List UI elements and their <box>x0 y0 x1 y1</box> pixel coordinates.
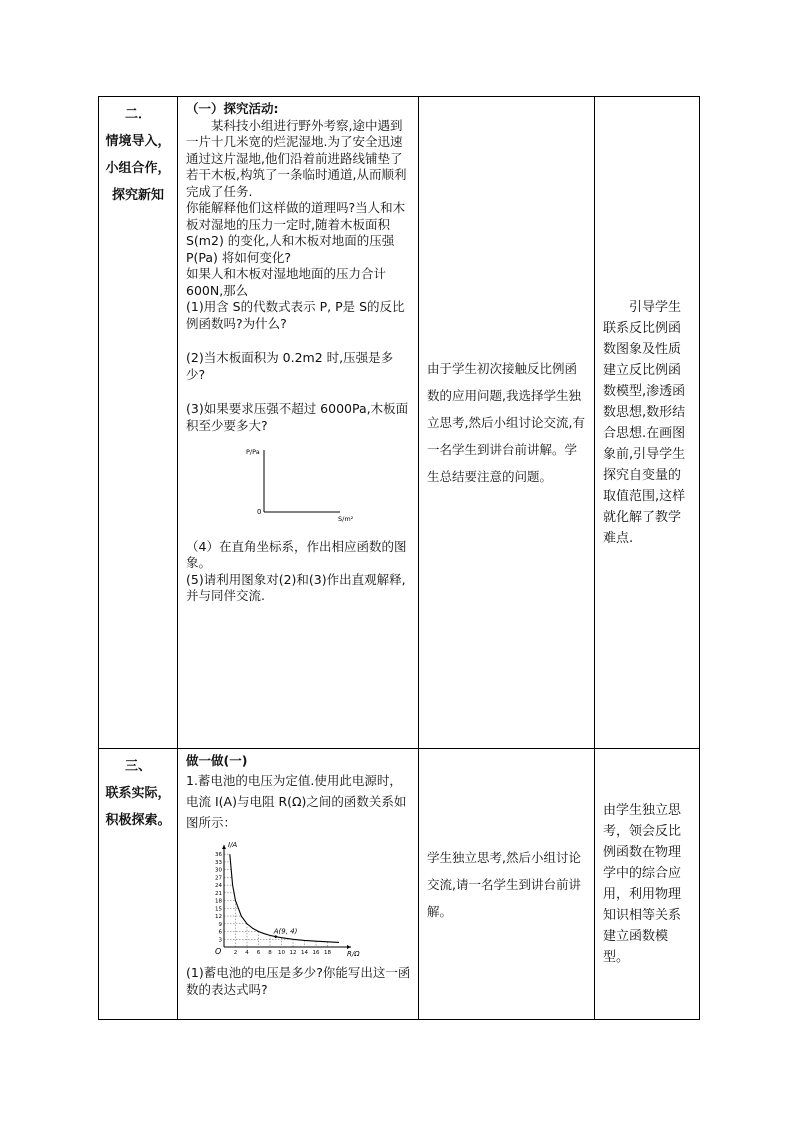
question-1: (1)蓄电池的电压是多少?你能写出这一函数的表达式吗? <box>186 965 411 997</box>
x-tick-label: 6 <box>256 949 261 956</box>
data-label-a: A(9, 4) <box>273 927 298 936</box>
stage-line: 情境导入， <box>105 134 171 149</box>
y-tick-label: 3 <box>218 936 222 943</box>
current-resistance-chart <box>204 839 412 966</box>
stage-line: 探究新知 <box>111 188 164 203</box>
question-5: (5)请利用图象对(2)和(3)作出直观解释,并与同伴交流. <box>186 571 406 603</box>
section-heading: 做一做(一) <box>186 753 248 768</box>
stage-line: 小组合作， <box>105 161 171 176</box>
x-axis-arrow <box>347 945 351 949</box>
data-point-a <box>274 935 277 938</box>
x-tick-label: 2 <box>233 949 238 956</box>
y-tick-label: 6 <box>218 929 222 936</box>
design-intent-cell <box>595 97 700 749</box>
p-axis-label: P/Pa <box>246 448 260 456</box>
condition-paragraph: 如果人和木板对湿地地面的压力合计600N,那么 <box>186 266 387 298</box>
s-axis-label: S/m² <box>338 515 354 523</box>
y-tick-label: 15 <box>215 905 222 912</box>
table-row <box>99 749 700 1020</box>
x-tick-label: 14 <box>301 949 308 956</box>
question-1: (1)用含 S的代数式表示 P, P是 S的反比例函数吗?为什么? <box>186 299 405 331</box>
question-2: (2)当木板面积为 0.2m2 时,压强是多少? <box>186 350 394 382</box>
student-activity-cell <box>419 97 595 749</box>
design-intent-cell <box>595 749 700 1020</box>
x-tick-label: 8 <box>268 949 272 956</box>
y-tick-label: 12 <box>215 913 222 920</box>
y-tick-label: 30 <box>215 867 222 874</box>
y-tick-label: 36 <box>215 851 222 858</box>
y-tick-label: 33 <box>215 859 222 866</box>
stage-line: 三、 <box>124 759 151 774</box>
content-cell <box>178 97 419 749</box>
x-axis-label: R/Ω <box>347 949 360 958</box>
stage-line: 二． <box>124 107 151 122</box>
y-axis-arrow <box>222 845 226 849</box>
empty-coordinate-system <box>244 442 412 529</box>
x-tick-label: 16 <box>312 949 320 956</box>
intro-paragraph: 某科技小组进行野外考察,途中遇到一片十几米宽的烂泥湿地.为了安全迅速通过这片湿地,他们沿着前进路线铺垫了若干木板,构筑了一条临时通道,从而顺利完成了任务. <box>186 117 407 199</box>
section-heading: （一）探究活动: <box>186 101 279 116</box>
activity-text: 学生独立思考,然后小组讨论交流,请一名学生到讲台前讲解。 <box>427 849 581 919</box>
x-tick-label: 10 <box>278 949 285 956</box>
y-tick-label: 21 <box>215 890 222 897</box>
content-cell <box>178 749 419 1020</box>
table-row <box>99 97 700 749</box>
problem-paragraph: 1.蓄电池的电压为定值.使用此电源时，电流 I(A)与电阻 R(Ω)之间的函数关系如图所示： <box>186 772 407 830</box>
y-tick-label: 24 <box>215 882 222 889</box>
lesson-plan-table <box>98 96 700 1020</box>
intent-text: 引导学生联系反比例函数图象及性质建立反比例函数模型,渗透函数思想,数形结合思想.在画图象前,引导学生探究自变量的取值范围,这样就化解了教学难点. <box>603 299 686 546</box>
x-tick-label: 12 <box>289 949 297 956</box>
x-tick-label: 18 <box>324 949 331 956</box>
stage-cell <box>99 97 178 749</box>
stage-cell <box>99 749 178 1020</box>
origin-label: 0 <box>257 508 262 516</box>
question-paragraph: 你能解释他们这样做的道理吗?当人和木板对湿地的压力一定时,随着木板面积 S(m2) 的变化,人和木板对地面的压强 P(Pa) 将如何变化? <box>186 200 406 265</box>
question-3: (3)如果要求压强不超过 6000Pa,木板面积至少要多大? <box>186 401 409 433</box>
stage-line: 积极探索。 <box>105 813 171 828</box>
activity-text: 由于学生初次接触反比例函数的应用问题,我选择学生独立思考,然后小组讨论交流,有一名学生到讲台前讲解。学生总结要注意的问题。 <box>427 361 585 484</box>
origin-label: O <box>215 946 222 956</box>
y-axis-label: I/A <box>228 840 238 849</box>
stage-line: 联系实际， <box>105 786 171 801</box>
intent-text: 由学生独立思考，领会反比例函数在物理学中的综合应用，利用物理知识相等关系建立函数模型。 <box>603 803 682 965</box>
student-activity-cell <box>419 749 595 1020</box>
y-tick-label: 18 <box>215 898 222 905</box>
y-tick-label: 9 <box>218 921 222 928</box>
x-tick-label: 4 <box>245 949 249 956</box>
y-tick-label: 27 <box>215 874 222 881</box>
question-4: （4）在直角坐标系，作出相应函数的图象。 <box>186 538 407 570</box>
